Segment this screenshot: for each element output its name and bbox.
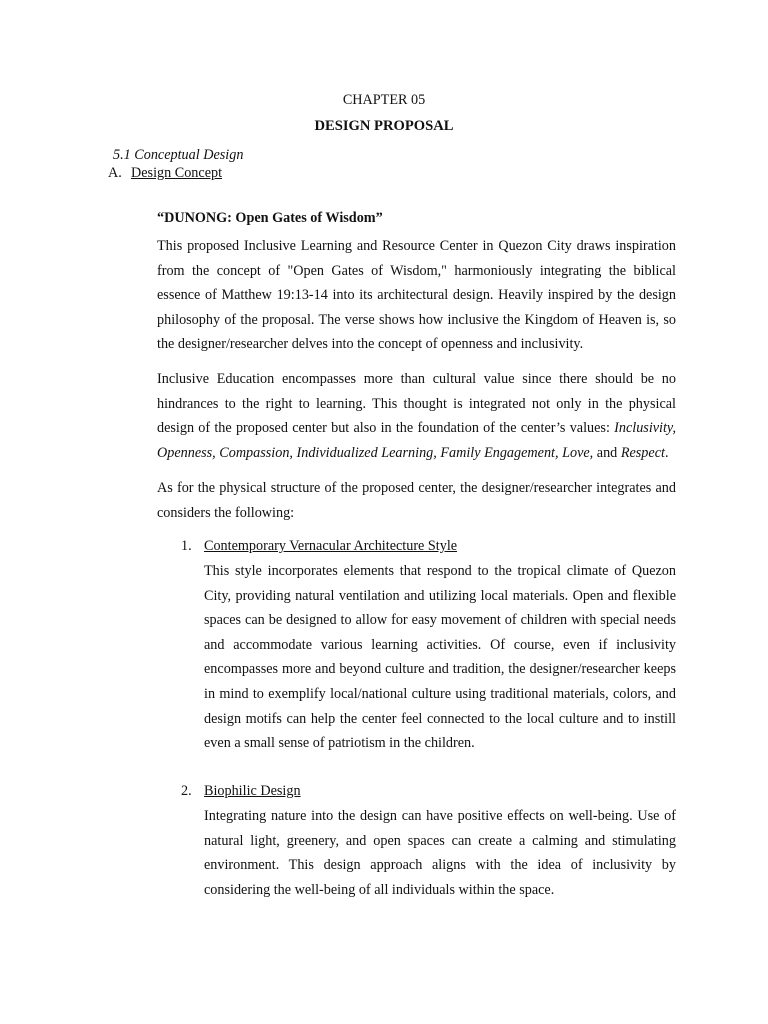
section-number: 5.1	[113, 147, 131, 163]
paragraph-physical-structure: As for the physical structure of the proposed center, the designer/researcher integrates and considers the following:	[157, 480, 676, 521]
subsection-heading	[108, 165, 222, 182]
subsection-name: Design Concept	[131, 165, 223, 181]
value-respect: Respect	[620, 444, 665, 461]
chapter-title: DESIGN PROPOSAL	[314, 118, 454, 134]
conjunction: and	[593, 444, 621, 461]
list-item-body: This style incorporates elements that respond to the tropical climate of Quezon City, providing natural ventilation and utilizing local materials. Open and flexible spaces can be designed to allow for easy movement of children with special needs and accommodate various learning activities. Of course, even if inclusivity encompasses more and beyond culture and tradition, the designer/researcher keeps in mind to exemplify local/national culture using traditional materials, colors, and design motifs can help the center feel connected to the local culture and to instill even a small sense of patriotism in the children.	[204, 563, 676, 752]
chapter-label: CHAPTER 05	[342, 92, 426, 108]
paragraph-text: Inclusive Education encompasses more than cultural value since there should be no hindrances to the right to learning. This thought is integrated not only in the physical design of the proposed center but also in the foundation of the center’s values:	[157, 371, 676, 437]
period: .	[664, 444, 669, 461]
list-item-heading	[181, 538, 457, 555]
concept-title: “DUNONG: Open Gates of Wisdom”	[157, 210, 383, 226]
section-name: Conceptual Design	[134, 147, 244, 163]
subsection-letter: A.	[108, 165, 122, 181]
list-item-title: Biophilic Design	[204, 783, 301, 799]
values-list: Inclusivity, Openness, Compassion, Individualized Learning, Family Engagement, Love,	[157, 420, 676, 461]
paragraph-intro: This proposed Inclusive Learning and Resource Center in Quezon City draws inspiration from the concept of "Open Gates of Wisdom," harmoniously integrating the biblical essence of Matthew 19:13-14 into its architectural design. Heavily inspired by the design philosophy of the proposal. The verse shows how inclusive the Kingdom of Heaven is, so the designer/researcher delves into the concept of openness and inclusivity.	[157, 238, 676, 353]
list-item-number: 2.	[181, 783, 192, 799]
list-item-title: Contemporary Vernacular Architecture Style	[204, 538, 458, 554]
list-item-heading	[181, 783, 301, 800]
list-item-body: Integrating nature into the design can have positive effects on well-being. Use of natural light, greenery, and open spaces can create a calming and stimulating environment. This design approach aligns with the idea of inclusivity by considering the well-being of all individuals within the space.	[204, 808, 676, 898]
list-item-number: 1.	[181, 538, 192, 554]
section-heading	[113, 147, 243, 164]
paragraph-inclusive-education	[157, 367, 676, 465]
